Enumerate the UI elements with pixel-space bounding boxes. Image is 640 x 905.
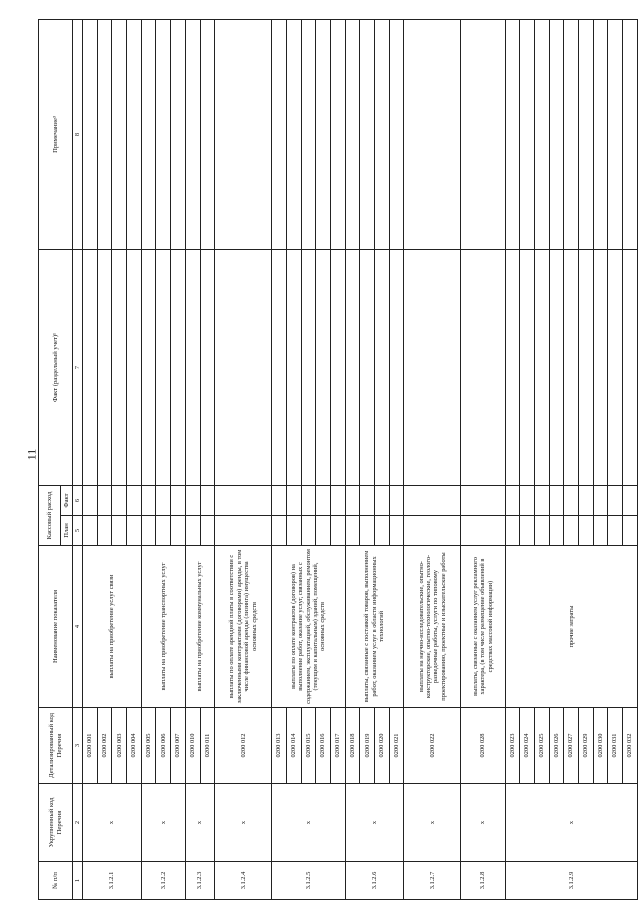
fact-cell [272, 486, 287, 516]
detailed-code-cell: 0200 017 [330, 708, 345, 784]
row-number-cell: 3.1.2.5 [272, 862, 345, 900]
fact-separate-cell [272, 250, 287, 486]
fact-separate-cell [404, 250, 461, 486]
fact-separate-cell [375, 250, 390, 486]
detailed-code-cell: 0200 027 [564, 708, 579, 784]
column-number: 3 [73, 708, 83, 784]
note-cell [360, 20, 375, 250]
plan-cell [389, 516, 404, 546]
fact-cell [505, 486, 520, 516]
detailed-code-cell: 0200 032 [623, 708, 638, 784]
table-row [272, 20, 287, 900]
table-row [171, 20, 186, 900]
plan-cell [171, 516, 186, 546]
fact-separate-cell [301, 250, 316, 486]
fact-separate-cell [520, 250, 535, 486]
table-row [97, 20, 112, 900]
table-row [593, 20, 608, 900]
fact-cell [112, 486, 127, 516]
enlarged-code-cell: x [505, 784, 637, 862]
note-cell [215, 20, 272, 250]
fact-cell [608, 486, 623, 516]
fact-cell [316, 486, 331, 516]
column-number: 1 [73, 862, 83, 900]
indicator-name-cell: выплаты по оплате арендной платы в соответствии с заключенными контрактами (договорами) аренды, в том числе финансовой аренды (лизинга) имущества основных средств [215, 546, 272, 708]
table-row [156, 20, 171, 900]
note-cell [272, 20, 287, 250]
fact-separate-cell [593, 250, 608, 486]
table-row [286, 20, 301, 900]
detailed-code-cell: 0200 005 [141, 708, 156, 784]
plan-cell [301, 516, 316, 546]
plan-cell [127, 516, 142, 546]
page-number: 11 [24, 448, 39, 461]
enlarged-code-cell: x [345, 784, 404, 862]
plan-cell [316, 516, 331, 546]
enlarged-code-cell: x [215, 784, 272, 862]
detailed-code-cell: 0200 024 [520, 708, 535, 784]
detailed-code-cell: 0200 019 [360, 708, 375, 784]
note-cell [316, 20, 331, 250]
fact-cell [215, 486, 272, 516]
table-row [389, 20, 404, 900]
table-row [301, 20, 316, 900]
table-row [83, 20, 98, 900]
fact-separate-cell [97, 250, 112, 486]
plan-cell [286, 516, 301, 546]
note-cell [83, 20, 98, 250]
enlarged-code-cell: x [83, 784, 142, 862]
plan-cell [200, 516, 215, 546]
plan-cell [505, 516, 520, 546]
fact-separate-cell [549, 250, 564, 486]
detailed-code-cell: 0200 002 [97, 708, 112, 784]
indicator-name-cell: выплаты на научно-исследовательские, опытно-конструкторские, опытно-технологические, геолого-разведочные работы, услуги по типовому проектированию, проектные и изыскательские работы [404, 546, 461, 708]
note-cell [200, 20, 215, 250]
fact-cell [375, 486, 390, 516]
note-cell [97, 20, 112, 250]
row-number-cell: 3.1.2.1 [83, 862, 142, 900]
plan-cell [593, 516, 608, 546]
plan-cell [608, 516, 623, 546]
fact-separate-cell [286, 250, 301, 486]
fact-cell [127, 486, 142, 516]
fact-separate-cell [83, 250, 98, 486]
table-row [375, 20, 390, 900]
fact-cell [97, 486, 112, 516]
plan-cell [520, 516, 535, 546]
plan-cell [330, 516, 345, 546]
fact-cell [520, 486, 535, 516]
column-number: 7 [73, 250, 83, 486]
indicator-name-cell: выплаты по оплате контрактов (договоров) на выполнение работ, оказание услуг, связанных с содержанием, эксплуатацией, обслуживанием, ремонтом (текущим и капитальным) зданий, помещений, основных средств [272, 546, 345, 708]
fact-cell [578, 486, 593, 516]
fact-separate-cell [578, 250, 593, 486]
table-row [316, 20, 331, 900]
fact-separate-cell [127, 250, 142, 486]
note-cell [520, 20, 535, 250]
fact-cell [593, 486, 608, 516]
column-number: 5 [73, 516, 83, 546]
plan-cell [564, 516, 579, 546]
note-cell [185, 20, 200, 250]
fact-separate-cell [360, 250, 375, 486]
table-row [549, 20, 564, 900]
column-number: 2 [73, 784, 83, 862]
row-number-cell: 3.1.2.4 [215, 862, 272, 900]
note-cell [156, 20, 171, 250]
detailed-code-cell: 0200 012 [215, 708, 272, 784]
table-row [520, 20, 535, 900]
fact-separate-cell [608, 250, 623, 486]
note-cell [171, 20, 186, 250]
fact-separate-cell [534, 250, 549, 486]
note-cell [578, 20, 593, 250]
detailed-code-cell: 0200 004 [127, 708, 142, 784]
plan-cell [461, 516, 505, 546]
detailed-code-cell: 0200 003 [112, 708, 127, 784]
fact-separate-cell [215, 250, 272, 486]
detailed-code-cell: 0200 018 [345, 708, 360, 784]
note-cell [112, 20, 127, 250]
table-row [608, 20, 623, 900]
enlarged-code-cell: x [461, 784, 505, 862]
header-indicator-name: Наименование показателя [39, 546, 73, 708]
column-number-row [73, 20, 83, 900]
fact-cell [301, 486, 316, 516]
detailed-code-cell: 0200 020 [375, 708, 390, 784]
header-cash-expense: Кассовый расход [39, 486, 61, 546]
note-cell [623, 20, 638, 250]
column-number: 6 [73, 486, 83, 516]
table-row [185, 20, 200, 900]
fact-separate-cell [200, 250, 215, 486]
fact-cell [345, 486, 360, 516]
note-cell [564, 20, 579, 250]
note-cell [593, 20, 608, 250]
fact-separate-cell [389, 250, 404, 486]
fact-cell [171, 486, 186, 516]
plan-cell [375, 516, 390, 546]
detailed-code-cell: 0200 015 [301, 708, 316, 784]
detailed-code-cell: 0200 001 [83, 708, 98, 784]
row-number-cell: 3.1.2.9 [505, 862, 637, 900]
fact-cell [156, 486, 171, 516]
header-num: № п/п [39, 862, 73, 900]
plan-cell [360, 516, 375, 546]
plan-cell [534, 516, 549, 546]
fact-separate-cell [171, 250, 186, 486]
detailed-code-cell: 0200 010 [185, 708, 200, 784]
plan-cell [345, 516, 360, 546]
table-row [623, 20, 638, 900]
fact-cell [461, 486, 505, 516]
indicator-name-cell: выплаты на приобретение услуг связи [83, 546, 142, 708]
note-cell [534, 20, 549, 250]
header-detailed-code: Детализированный код Перечня [39, 708, 73, 784]
fact-cell [185, 486, 200, 516]
detailed-code-cell: 0200 026 [549, 708, 564, 784]
enlarged-code-cell: x [141, 784, 185, 862]
fact-separate-cell [141, 250, 156, 486]
document-sheet [38, 20, 638, 900]
note-cell [127, 20, 142, 250]
row-number-cell: 3.1.2.3 [185, 862, 214, 900]
plan-cell [83, 516, 98, 546]
table-row [564, 20, 579, 900]
fact-cell [360, 486, 375, 516]
detailed-code-cell: 0200 031 [608, 708, 623, 784]
fact-cell [200, 486, 215, 516]
plan-cell [549, 516, 564, 546]
fact-cell [330, 486, 345, 516]
fact-separate-cell [316, 250, 331, 486]
detailed-code-cell: 0200 022 [404, 708, 461, 784]
table-row [404, 20, 461, 900]
table-row [330, 20, 345, 900]
fact-cell [404, 486, 461, 516]
indicator-name-cell: выплаты, связанные с оказанием услуг рекламного характера, (в том числе размещение объявлений в средствах массовой информации) [461, 546, 505, 708]
expense-table [38, 19, 638, 900]
plan-cell [141, 516, 156, 546]
note-cell [345, 20, 360, 250]
indicator-name-cell: выплаты, связанные с поставкой товаров, выполнением работ, оказанием услуг в области информационных технологий [345, 546, 404, 708]
detailed-code-cell: 0200 025 [534, 708, 549, 784]
plan-cell [404, 516, 461, 546]
note-cell [389, 20, 404, 250]
table-row [200, 20, 215, 900]
detailed-code-cell: 0200 021 [389, 708, 404, 784]
row-number-cell: 3.1.2.6 [345, 862, 404, 900]
note-cell [505, 20, 520, 250]
fact-separate-cell [330, 250, 345, 486]
note-cell [301, 20, 316, 250]
note-cell [404, 20, 461, 250]
detailed-code-cell: 0200 030 [593, 708, 608, 784]
column-number: 4 [73, 546, 83, 708]
fact-cell [564, 486, 579, 516]
table-row [534, 20, 549, 900]
table-row [360, 20, 375, 900]
note-cell [608, 20, 623, 250]
detailed-code-cell: 0200 016 [316, 708, 331, 784]
detailed-code-cell: 0200 014 [286, 708, 301, 784]
indicator-name-cell: выплаты на приобретение коммунальных услуг [185, 546, 214, 708]
fact-separate-cell [185, 250, 200, 486]
column-number: 8 [73, 20, 83, 250]
detailed-code-cell: 0200 007 [171, 708, 186, 784]
fact-separate-cell [156, 250, 171, 486]
detailed-code-cell: 0200 013 [272, 708, 287, 784]
table-row [461, 20, 505, 900]
fact-cell [534, 486, 549, 516]
fact-cell [286, 486, 301, 516]
plan-cell [578, 516, 593, 546]
plan-cell [97, 516, 112, 546]
detailed-code-cell: 0200 029 [578, 708, 593, 784]
fact-separate-cell [345, 250, 360, 486]
note-cell [141, 20, 156, 250]
plan-cell [156, 516, 171, 546]
table-row [505, 20, 520, 900]
fact-separate-cell [112, 250, 127, 486]
detailed-code-cell: 0200 011 [200, 708, 215, 784]
plan-cell [623, 516, 638, 546]
indicator-name-cell: прочие затраты [505, 546, 637, 708]
enlarged-code-cell: x [272, 784, 345, 862]
fact-separate-cell [564, 250, 579, 486]
fact-separate-cell [505, 250, 520, 486]
plan-cell [112, 516, 127, 546]
note-cell [286, 20, 301, 250]
note-cell [461, 20, 505, 250]
header-enlarged-code: Укрупненный код Перечня [39, 784, 73, 862]
detailed-code-cell: 0200 023 [505, 708, 520, 784]
fact-cell [549, 486, 564, 516]
note-cell [549, 20, 564, 250]
detailed-code-cell: 0200 006 [156, 708, 171, 784]
fact-cell [141, 486, 156, 516]
rotated-table-container [38, 20, 638, 900]
row-number-cell: 3.1.2.7 [404, 862, 461, 900]
table-row [141, 20, 156, 900]
detailed-code-cell: 0200 028 [461, 708, 505, 784]
header-fact-separate: Факт (раздельный учет)¹ [39, 250, 73, 486]
plan-cell [185, 516, 200, 546]
fact-cell [83, 486, 98, 516]
table-row [215, 20, 272, 900]
table-body [83, 20, 638, 900]
indicator-name-cell: выплаты на приобретение транспортных услуг [141, 546, 185, 708]
row-number-cell: 3.1.2.2 [141, 862, 185, 900]
note-cell [330, 20, 345, 250]
row-number-cell: 3.1.2.8 [461, 862, 505, 900]
fact-separate-cell [623, 250, 638, 486]
fact-cell [389, 486, 404, 516]
header-fact: Факт [61, 486, 73, 516]
table-row [127, 20, 142, 900]
enlarged-code-cell: x [404, 784, 461, 862]
header-note: Примечание³ [39, 20, 73, 250]
header-plan: План [61, 516, 73, 546]
note-cell [375, 20, 390, 250]
plan-cell [215, 516, 272, 546]
table-row [112, 20, 127, 900]
table-row [578, 20, 593, 900]
plan-cell [272, 516, 287, 546]
fact-separate-cell [461, 250, 505, 486]
table-row [345, 20, 360, 900]
enlarged-code-cell: x [185, 784, 214, 862]
fact-cell [623, 486, 638, 516]
